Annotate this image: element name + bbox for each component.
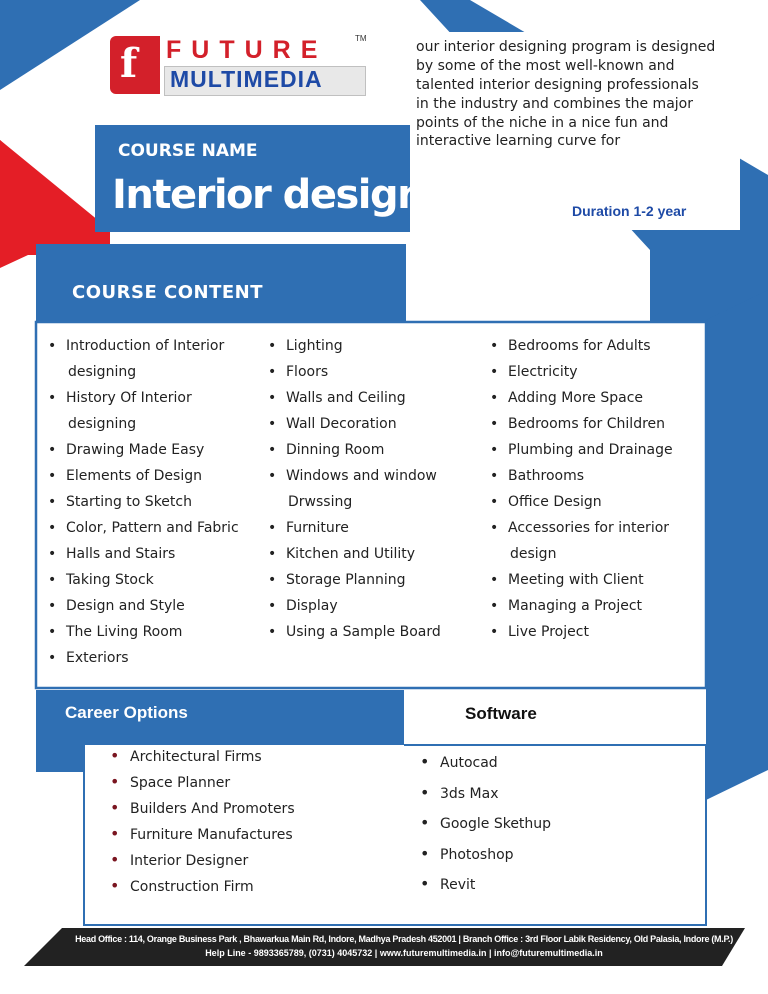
bullet-icon: •: [490, 494, 499, 510]
bullet-icon: •: [490, 520, 499, 536]
software-heading: Software: [465, 704, 537, 723]
course-content-item-text: Walls and Ceiling: [286, 390, 406, 406]
software-item-text: Revit: [440, 877, 476, 893]
course-content-item: [48, 649, 239, 675]
bullet-icon: •: [48, 338, 57, 354]
company-logo: [110, 36, 365, 96]
course-duration: Duration 1-2 year: [572, 203, 687, 219]
course-content-item-text: Bedrooms for Children: [508, 416, 666, 432]
career-option-item: [110, 826, 295, 852]
course-content-column-2: [268, 337, 441, 649]
course-content-item: [268, 441, 441, 467]
bullet-icon: •: [490, 364, 499, 380]
career-option-item: [110, 748, 295, 774]
bullet-icon: •: [110, 746, 120, 765]
course-content-item-text: Furniture: [286, 520, 349, 536]
course-content-column-1: [48, 337, 239, 675]
course-content-item: [48, 337, 239, 363]
course-content-item: [48, 545, 239, 571]
career-options-heading: Career Options: [65, 703, 188, 722]
course-content-item: [490, 467, 673, 493]
course-content-item-text: design: [510, 546, 557, 562]
course-content-item-text: Meeting with Client: [508, 572, 644, 588]
bullet-icon: •: [268, 598, 277, 614]
bullet-icon: •: [48, 390, 57, 406]
course-content-item-text: Drawing Made Easy: [66, 442, 205, 458]
course-content-item-text: Exteriors: [66, 650, 129, 666]
course-content-item: [490, 597, 673, 623]
logo-mark-letter: f: [120, 40, 138, 87]
bullet-icon: •: [110, 824, 120, 843]
course-content-item: [268, 571, 441, 597]
career-option-item-text: Construction Firm: [130, 879, 254, 895]
bullet-icon: •: [48, 520, 57, 536]
course-content-item-text: Wall Decoration: [286, 416, 397, 432]
course-content-heading: COURSE CONTENT: [72, 282, 264, 303]
bullet-icon: •: [490, 572, 499, 588]
bullet-icon: •: [268, 624, 277, 640]
bullet-icon: •: [490, 598, 499, 614]
course-content-item-text: Dinning Room: [286, 442, 385, 458]
course-content-item: [490, 337, 673, 363]
bullet-icon: •: [48, 468, 57, 484]
bullet-icon: •: [420, 874, 430, 893]
footer-address: Head Office : 114, Orange Business Park , Bhawarkua Main Rd, Indore, Madhya Pradesh 452001 | Branch Office : 3rd Floor Labik Residency, Old Palasia, Indore (M.P.): [75, 934, 733, 944]
bullet-icon: •: [268, 390, 277, 406]
bullet-icon: •: [420, 843, 430, 863]
bullet-icon: •: [268, 416, 277, 432]
course-content-item-text: History Of Interior: [66, 390, 192, 406]
course-content-item-text: Bedrooms for Adults: [508, 338, 651, 354]
bullet-icon: •: [110, 850, 120, 869]
career-option-item-text: Architectural Firms: [130, 749, 262, 765]
software-item: [420, 876, 551, 907]
course-title: Interior designing: [112, 172, 491, 218]
course-content-item-text: Electricity: [508, 364, 578, 380]
bullet-icon: •: [110, 876, 120, 895]
course-content-item: [268, 545, 441, 571]
course-content-item: [48, 623, 239, 649]
software-list: [420, 754, 551, 907]
course-content-item: [490, 545, 673, 571]
career-option-item: [110, 852, 295, 878]
course-content-item-text: Live Project: [508, 624, 589, 640]
course-content-item-text: Office Design: [508, 494, 602, 510]
course-content-column-3: [490, 337, 673, 649]
course-content-item-text: Accessories for interior: [508, 520, 670, 536]
footer-contact: Help Line - 9893365789, (0731) 4045732 | www.futuremultimedia.in | info@futuremultimedia.in: [205, 948, 603, 958]
course-content-item: [268, 337, 441, 363]
course-content-item: [490, 389, 673, 415]
bullet-icon: •: [268, 468, 277, 484]
course-content-item-text: Plumbing and Drainage: [508, 442, 673, 458]
bullet-icon: •: [110, 772, 120, 791]
course-content-item-text: Kitchen and Utility: [286, 546, 416, 562]
course-content-item-text: Drwssing: [288, 494, 353, 510]
course-content-item-text: Halls and Stairs: [66, 546, 176, 562]
course-content-item-text: Introduction of Interior: [66, 338, 225, 354]
course-content-item: [490, 571, 673, 597]
course-content-item: [48, 519, 239, 545]
course-content-item: [490, 415, 673, 441]
course-content-item: [268, 623, 441, 649]
course-content-item-text: Bathrooms: [508, 468, 585, 484]
career-option-item-text: Interior Designer: [130, 853, 249, 869]
course-content-item-text: Color, Pattern and Fabric: [66, 520, 239, 536]
bullet-icon: •: [490, 416, 499, 432]
course-content-item-text: Display: [286, 598, 338, 614]
bullet-icon: •: [48, 598, 57, 614]
course-content-item-text: Windows and window: [286, 468, 437, 484]
course-content-item: [48, 415, 239, 441]
career-option-item-text: Builders And Promoters: [130, 801, 295, 817]
course-content-item-text: designing: [68, 416, 137, 432]
course-content-item: [268, 467, 441, 493]
bullet-icon: •: [268, 520, 277, 536]
course-content-item: [268, 363, 441, 389]
logo-multimedia-text: MULTIMEDIA: [170, 66, 323, 92]
course-content-item: [490, 441, 673, 467]
course-content-item-text: Adding More Space: [508, 390, 644, 406]
course-content-item: [490, 363, 673, 389]
software-item-text: Photoshop: [440, 846, 514, 863]
software-item: [420, 782, 551, 816]
bullet-icon: •: [490, 338, 499, 354]
course-content-item-text: Using a Sample Board: [286, 624, 441, 640]
course-content-item-text: designing: [68, 364, 137, 380]
bullet-icon: •: [48, 650, 57, 666]
bullet-icon: •: [48, 624, 57, 640]
course-content-item-text: Storage Planning: [286, 572, 406, 588]
course-content-item: [48, 571, 239, 597]
course-content-item-text: Lighting: [286, 338, 343, 354]
bullet-icon: •: [268, 442, 277, 458]
intro-text: our interior designing program is designed by some of the most well-known and talented interior designing professionals in the industry and combines the major points of the niche in a nice fun and interactive learning curve for: [416, 39, 716, 150]
career-options-list: [110, 748, 295, 904]
software-item: [420, 815, 551, 846]
course-content-item-text: Elements of Design: [66, 468, 202, 484]
software-item: [420, 843, 551, 877]
software-item-text: 3ds Max: [440, 785, 499, 802]
bullet-icon: •: [48, 494, 57, 510]
bullet-icon: •: [490, 468, 499, 484]
course-content-item: [268, 519, 441, 545]
course-content-item: [268, 493, 441, 519]
logo-trademark: TM: [355, 34, 367, 43]
career-option-item: [110, 774, 295, 800]
bullet-icon: •: [490, 390, 499, 406]
course-content-item: [48, 389, 239, 415]
course-content-item-text: Design and Style: [66, 598, 185, 614]
software-item-text: Google Skethup: [440, 816, 552, 832]
bullet-icon: •: [48, 442, 57, 458]
logo-mark: [110, 36, 160, 94]
course-content-item: [490, 623, 673, 649]
course-content-item: [268, 597, 441, 623]
course-content-item-text: The Living Room: [66, 624, 183, 640]
course-content-item: [490, 493, 673, 519]
bullet-icon: •: [420, 752, 430, 771]
bullet-icon: •: [490, 624, 499, 640]
bullet-icon: •: [110, 798, 120, 817]
course-content-item-text: Managing a Project: [508, 598, 643, 614]
course-content-item: [490, 519, 673, 545]
course-content-item: [48, 597, 239, 623]
career-option-item-text: Furniture Manufactures: [130, 827, 293, 843]
career-option-item: [110, 800, 295, 826]
course-content-item: [268, 389, 441, 415]
course-name-label: COURSE NAME: [118, 141, 258, 161]
bullet-icon: •: [268, 338, 277, 354]
bullet-icon: •: [268, 546, 277, 562]
course-content-item-text: Floors: [286, 364, 329, 380]
footer: [30, 928, 745, 966]
software-item-text: Autocad: [440, 755, 498, 771]
bullet-icon: •: [268, 572, 277, 588]
career-option-item-text: Space Planner: [130, 775, 231, 791]
bullet-icon: •: [420, 782, 430, 802]
course-content-item: [48, 493, 239, 519]
course-content-item-text: Taking Stock: [66, 572, 154, 588]
course-content-item: [268, 415, 441, 441]
bullet-icon: •: [268, 364, 277, 380]
bullet-icon: •: [420, 813, 430, 832]
course-content-item-text: Starting to Sketch: [66, 494, 192, 510]
course-content-item: [48, 441, 239, 467]
logo-future-text: FUTURE: [166, 36, 328, 64]
career-option-item: [110, 878, 295, 904]
bullet-icon: •: [490, 442, 499, 458]
bullet-icon: •: [48, 572, 57, 588]
software-item: [420, 754, 551, 785]
course-content-item: [48, 363, 239, 389]
bullet-icon: •: [48, 546, 57, 562]
course-content-item: [48, 467, 239, 493]
